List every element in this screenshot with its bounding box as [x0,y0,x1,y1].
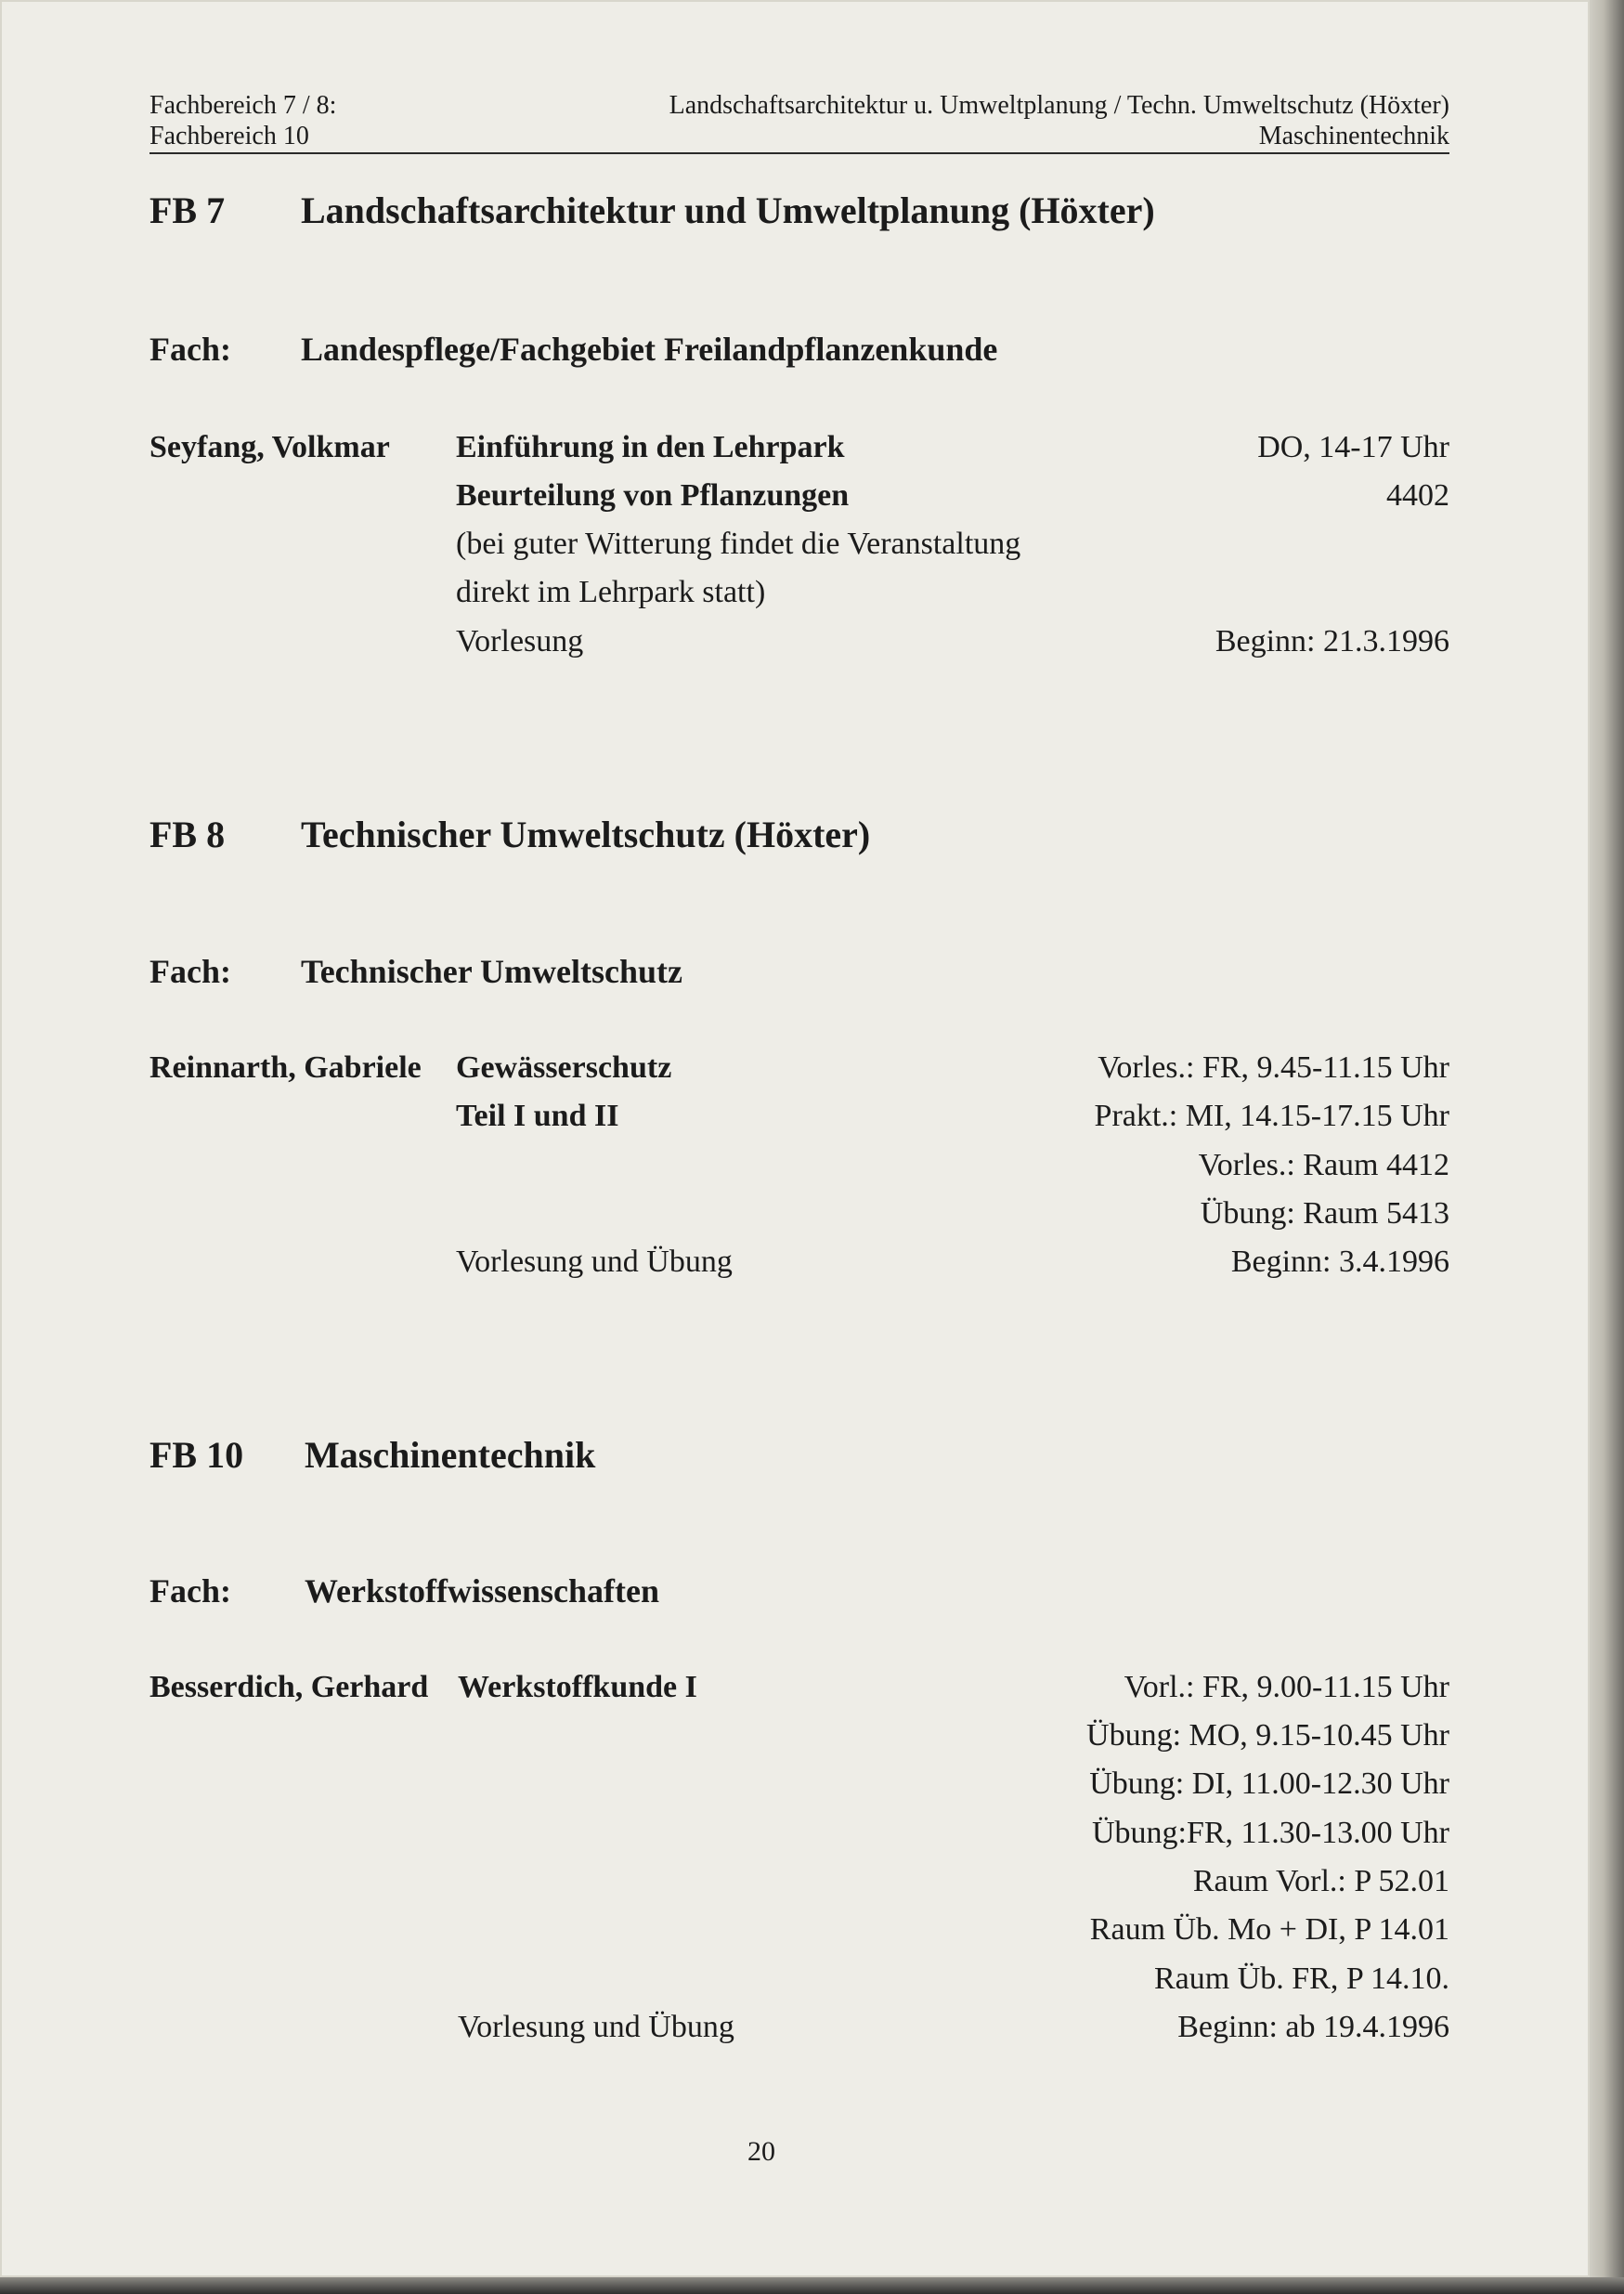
page-edge [1590,0,1624,2294]
course-type: Vorlesung und Übung [458,2010,734,2044]
schedule-begin: Beginn: ab 19.4.1996 [1177,2010,1449,2044]
schedule-exercise-room-fr: Raum Üb. FR, P 14.10. [1153,1962,1449,1996]
schedule-lecture: Vorles.: FR, 9.45-11.15 Uhr [1098,1050,1449,1085]
section-title: Landschaftsarchitektur und Umweltplanung (Höxter) [301,189,1155,231]
schedule-lecture-room: Raum Vorl.: P 52.01 [1192,1864,1449,1898]
course-type: Vorlesung [456,624,584,658]
course-title: Werkstoffkunde I [458,1670,697,1704]
schedule-lecture-room: Vorles.: Raum 4412 [1198,1148,1449,1182]
header-rule [149,152,1449,154]
fach-value: Werkstoffwissenschaften [305,1572,659,1610]
schedule-exercise-mo: Übung: MO, 9.15-10.45 Uhr [1086,1718,1449,1753]
schedule-exercise-fr: Übung:FR, 11.30-13.00 Uhr [1091,1816,1449,1850]
schedule-exercise-di: Übung: DI, 11.00-12.30 Uhr [1089,1766,1449,1801]
fach-label: Fach: [149,953,231,990]
schedule-lecture: Vorl.: FR, 9.00-11.15 Uhr [1124,1670,1449,1704]
course-title: Beurteilung von Pflanzungen [456,478,850,513]
section-number: FB 7 [149,189,226,231]
course-note: (bei guter Witterung findet die Veranstaltung [456,527,1021,561]
course-title: Gewässerschutz [456,1050,672,1085]
header-right-line2: Maschinentechnik [1258,122,1449,150]
schedule-exercise-room-mo-di: Raum Üb. Mo + DI, P 14.01 [1089,1912,1449,1947]
course-type: Vorlesung und Übung [456,1245,733,1279]
schedule-time: DO, 14-17 Uhr [1257,430,1449,464]
section-number: FB 8 [149,814,226,855]
fach-label: Fach: [149,331,231,368]
page-bottom-edge [0,2277,1624,2294]
page-number: 20 [747,2136,775,2167]
fach-label: Fach: [149,1572,231,1610]
schedule-begin: Beginn: 21.3.1996 [1215,624,1449,658]
course-note: direkt im Lehrpark statt) [456,575,766,609]
fach-value: Landespflege/Fachgebiet Freilandpflanzenkunde [301,331,998,368]
schedule-begin: Beginn: 3.4.1996 [1230,1245,1449,1279]
lecturer-name: Reinnarth, Gabriele [149,1050,422,1085]
schedule-practical: Prakt.: MI, 14.15-17.15 Uhr [1094,1099,1449,1133]
schedule-room: 4402 [1386,478,1449,513]
fach-value: Technischer Umweltschutz [301,953,682,990]
section-title: Maschinentechnik [305,1434,596,1476]
section-title: Technischer Umweltschutz (Höxter) [301,814,871,855]
header-right-line1: Landschaftsarchitektur u. Umweltplanung / Techn. Umweltschutz (Höxter) [669,91,1449,120]
schedule-exercise-room: Übung: Raum 5413 [1200,1196,1449,1231]
header-left-line1: Fachbereich 7 / 8: [149,91,337,120]
header-left-line2: Fachbereich 10 [149,122,309,150]
course-title: Teil I und II [456,1099,619,1133]
lecturer-name: Besserdich, Gerhard [149,1670,429,1704]
section-number: FB 10 [149,1434,244,1476]
lecturer-name: Seyfang, Volkmar [149,430,390,464]
course-title: Einführung in den Lehrpark [456,430,845,464]
